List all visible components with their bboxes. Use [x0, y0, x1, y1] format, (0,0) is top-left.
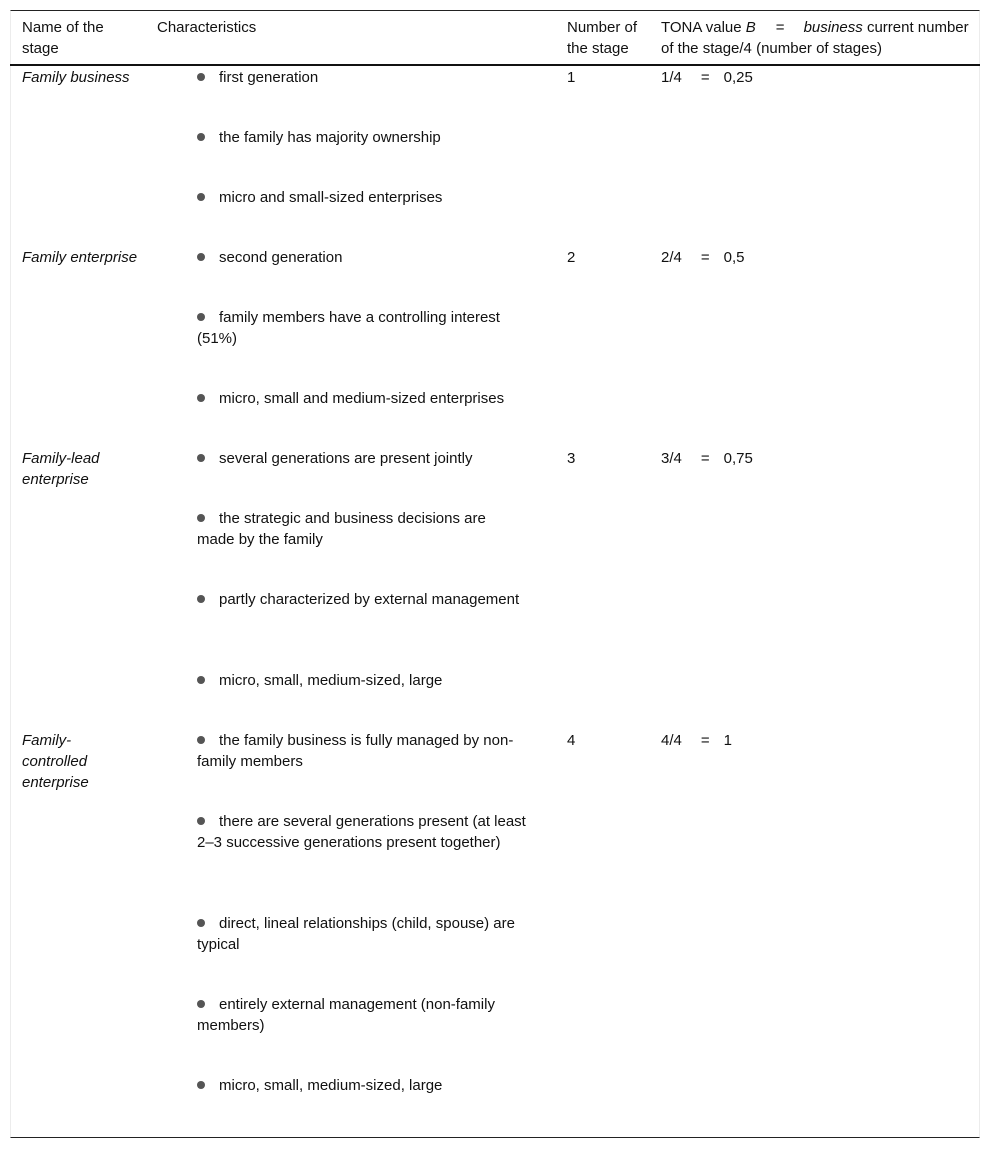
row-4-tona-val: 1 [723, 732, 732, 749]
row-2-number: 2 [567, 249, 576, 266]
tona-prefix: TONA value [661, 19, 742, 36]
row-1-tona-val: 0,25 [723, 69, 753, 86]
tona-suffix: current number of the stage/4 (number of stages) [661, 19, 969, 57]
bullet-icon [197, 253, 205, 261]
bullet-icon [197, 313, 205, 321]
row-1-tona [661, 67, 971, 88]
list-item: the family business is fully managed by non-family members [197, 732, 514, 770]
row-2-tona-eq: = [700, 249, 710, 266]
row-2-name: Family enterprise [22, 249, 138, 266]
list-item: the strategic and business decisions are made by the family [197, 510, 486, 548]
row-4-tona-eq: = [700, 732, 710, 749]
list-item: entirely external management (non-family members) [197, 996, 495, 1034]
row-4-tona-frac: 4/4 [661, 732, 682, 749]
list-item: micro, small and medium-sized enterprises [197, 388, 527, 409]
list-item: second generation [197, 247, 527, 268]
row-1-tona-eq: = [700, 69, 710, 86]
row-3-tona-eq: = [700, 450, 710, 467]
row-2-tona-frac: 2/4 [661, 249, 682, 266]
header-tona-value [661, 17, 971, 59]
row-3-number: 3 [567, 450, 576, 467]
bullet-icon [197, 1000, 205, 1008]
list-item: micro, small, medium-sized, large [197, 1075, 527, 1096]
tona-eq: = [775, 19, 785, 36]
bullet-icon [197, 676, 205, 684]
bullet-icon [197, 919, 205, 927]
row-2-tona-val: 0,5 [723, 249, 745, 266]
bullet-icon [197, 817, 205, 825]
list-item: direct, lineal relationships (child, spouse) are typical [197, 915, 515, 953]
tona-business: business [803, 19, 863, 36]
row-3-name: Family-lead enterprise [22, 450, 100, 488]
row-4-tona [661, 730, 971, 751]
row-1-tona-frac: 1/4 [661, 69, 682, 86]
bullet-icon [197, 514, 205, 522]
table-frame [10, 10, 980, 1138]
list-item: several generations are present jointly [197, 448, 527, 469]
row-2-tona [661, 247, 971, 268]
row-3-tona [661, 448, 971, 469]
list-item: partly characterized by external management [197, 589, 527, 610]
list-item: there are several generations present (at least 2–3 successive generations present together) [197, 813, 526, 851]
header-number-of-stage: Number of the stage [567, 19, 638, 57]
row-4-name: Family-controlled enterprise [22, 732, 89, 791]
header-rule [10, 64, 980, 66]
row-3-tona-val: 0,75 [723, 450, 753, 467]
tona-var: B [745, 19, 756, 36]
bullet-icon [197, 73, 205, 81]
bullet-icon [197, 736, 205, 744]
list-item: family members have a controlling interest (51%) [197, 309, 500, 347]
bullet-icon [197, 1081, 205, 1089]
header-characteristics: Characteristics [157, 19, 257, 36]
row-1-name: Family business [22, 69, 130, 86]
row-1-number: 1 [567, 69, 576, 86]
bullet-icon [197, 193, 205, 201]
bullet-icon [197, 394, 205, 402]
header-name-of-stage: Name of the stage [22, 19, 104, 57]
list-item: first generation [197, 67, 527, 88]
bullet-icon [197, 133, 205, 141]
list-item: micro and small-sized enterprises [197, 187, 527, 208]
bullet-icon [197, 595, 205, 603]
list-item: the family has majority ownership [197, 127, 527, 148]
row-3-tona-frac: 3/4 [661, 450, 682, 467]
list-item: micro, small, medium-sized, large [197, 670, 527, 691]
row-4-number: 4 [567, 732, 576, 749]
bullet-icon [197, 454, 205, 462]
